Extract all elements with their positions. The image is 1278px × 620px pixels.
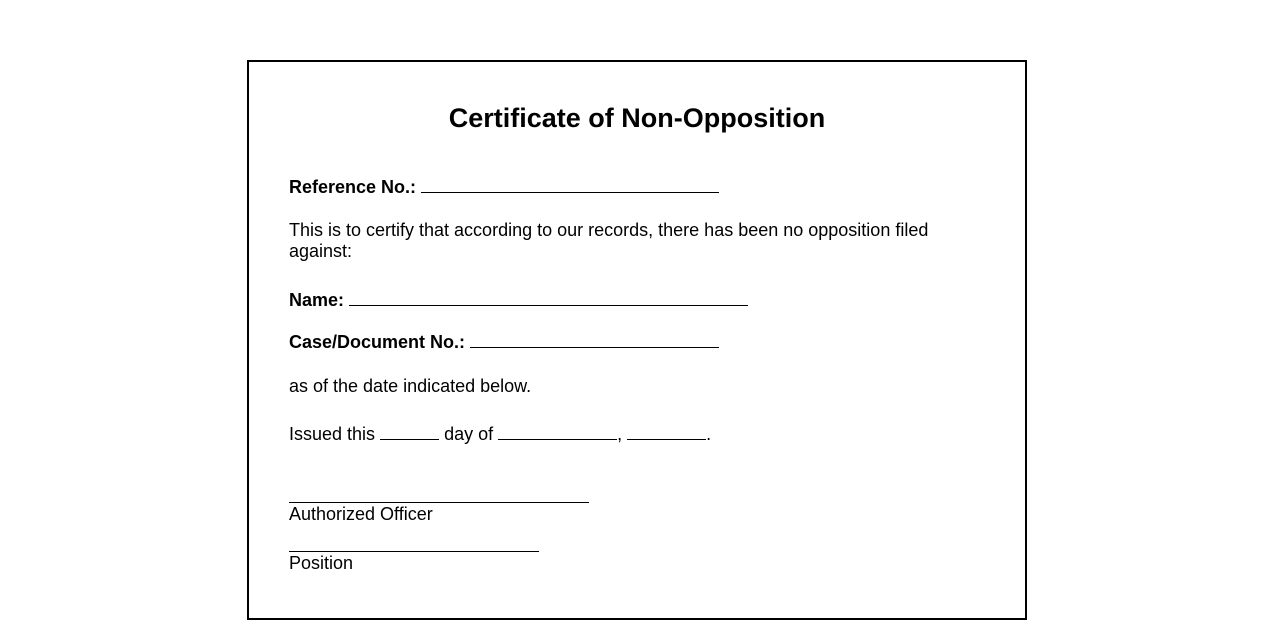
- as-of-text: as of the date indicated below.: [289, 376, 532, 396]
- intro-paragraph: This is to certify that according to our records, there has been no opposition filed against:: [289, 220, 929, 261]
- reference-row: [289, 174, 719, 198]
- issued-period: .: [706, 424, 712, 444]
- issued-year-field[interactable]: [627, 421, 706, 440]
- issued-prefix: Issued this: [289, 424, 376, 444]
- issued-month-field[interactable]: [498, 421, 617, 440]
- certificate-frame: [247, 60, 1027, 620]
- issued-middle: day of: [444, 424, 494, 444]
- reference-field[interactable]: [421, 174, 719, 193]
- reference-label: Reference No.:: [289, 177, 417, 197]
- case-row: [289, 329, 719, 353]
- case-field[interactable]: [470, 329, 719, 348]
- officer-caption: Authorized Officer: [289, 504, 433, 524]
- name-row: [289, 287, 748, 311]
- name-label: Name:: [289, 290, 345, 310]
- issued-row: [289, 421, 711, 445]
- position-caption: Position: [289, 553, 354, 573]
- issued-day-field[interactable]: [380, 421, 439, 440]
- issued-comma: ,: [617, 424, 623, 444]
- case-label: Case/Document No.:: [289, 332, 466, 352]
- name-field[interactable]: [349, 287, 748, 306]
- certificate-title: Certificate of Non-Opposition: [448, 103, 826, 133]
